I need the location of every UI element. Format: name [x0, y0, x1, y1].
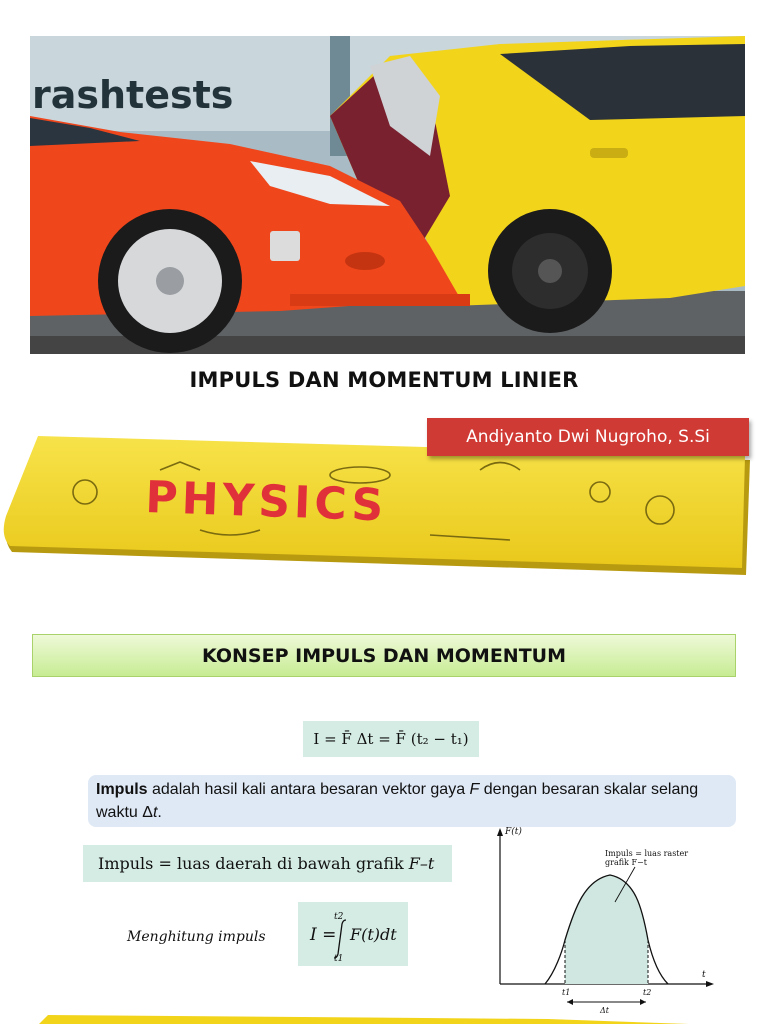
- definition-text-b: dengan besaran skalar selang waktu Δ: [96, 781, 699, 821]
- banner-text-left: rashtests: [32, 73, 234, 117]
- author-badge: Andiyanto Dwi Nugroho, S.Si: [427, 418, 749, 456]
- area-formula: [83, 845, 452, 882]
- integral-lower-limit: t1: [334, 954, 344, 964]
- definition-text-a: adalah hasil kali antara besaran vektor gaya: [147, 781, 470, 798]
- impulse-area: [565, 875, 648, 984]
- force-time-graph: [470, 822, 730, 1018]
- slide-title: IMPULS DAN MOMENTUM LINIER: [189, 368, 579, 392]
- definition-term: Impuls: [96, 781, 148, 798]
- definition-var-f: F: [469, 781, 480, 798]
- graph-t1-label: t1: [562, 988, 571, 997]
- definition-var-t: t: [152, 804, 158, 821]
- graph-t2-label: t2: [643, 988, 652, 997]
- integral-upper-limit: t2: [334, 912, 344, 922]
- integral-lhs: I =: [310, 925, 337, 945]
- integral-integrand: F(t)dt: [350, 925, 397, 944]
- integral-formula: [298, 902, 408, 966]
- definition-text-c: .: [157, 804, 162, 821]
- graph-delta-label: Δt: [600, 1006, 609, 1015]
- graph-x-label: t: [702, 970, 706, 980]
- impulse-formula: I = F̄ Δt = F̄ (t₂ − t₁): [303, 721, 479, 757]
- next-card-edge: [28, 1012, 728, 1024]
- area-formula-text: Impuls = luas daerah di bawah grafik: [98, 854, 409, 873]
- graph-annotation-line1: Impuls = luas raster: [605, 849, 689, 858]
- section-heading: KONSEP IMPULS DAN MOMENTUM: [32, 634, 736, 677]
- crash-photo: [30, 36, 745, 354]
- impulse-definition: [88, 775, 736, 827]
- integral-label: Menghitung impuls: [127, 929, 266, 945]
- graph-y-label: F(t): [505, 827, 522, 837]
- physics-word: PHYSICS: [144, 472, 389, 532]
- graph-annotation-line2: grafik F−t: [605, 858, 647, 867]
- area-formula-var: F–t: [408, 854, 435, 873]
